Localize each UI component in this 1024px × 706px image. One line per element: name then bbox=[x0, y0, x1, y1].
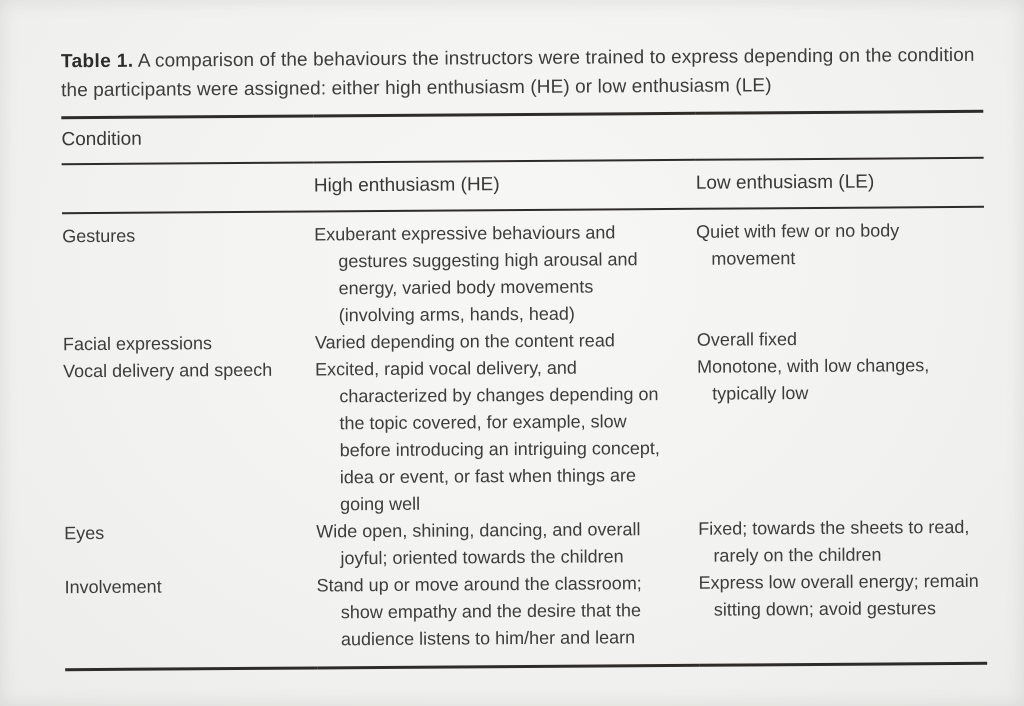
table-row bbox=[63, 352, 986, 520]
row-condition-label: Involvement bbox=[65, 572, 318, 669]
row-high-enthusiasm-text: Excited, rapid vocal delivery, and characterized by changes depending on the topic covered, for example, slow before introducing an intriguing concept, idea or event, or fast when things are going well bbox=[315, 357, 660, 515]
table-row bbox=[64, 514, 986, 574]
row-low-enthusiasm-text: Fixed; towards the sheets to read, rarely on the children bbox=[698, 516, 970, 566]
row-condition-label: Vocal delivery and speech bbox=[63, 359, 273, 382]
column-header-low-enthusiasm: Low enthusiasm (LE) bbox=[696, 158, 984, 209]
row-low-enthusiasm-text: Overall fixed bbox=[696, 329, 798, 350]
row-low-enthusiasm-text: Monotone, with low changes, typically low bbox=[697, 355, 930, 404]
row-condition-label: Eyes bbox=[64, 522, 105, 544]
condition-header: Condition bbox=[61, 111, 983, 164]
table-row bbox=[65, 568, 988, 670]
column-header-high-enthusiasm: High enthusiasm (HE) bbox=[314, 160, 696, 212]
row-high-enthusiasm-text: Exuberant expressive behaviours and gestures suggesting high arousal and energy, varied body movements (involving arms, hands, head) bbox=[314, 222, 638, 326]
row-low-enthusiasm-text: Express low overall energy; remain sitting down; avoid gestures bbox=[698, 568, 987, 666]
column-header-row bbox=[62, 158, 984, 213]
row-high-enthusiasm-text: Wide open, shining, dancing, and overall joyful; oriented towards the children bbox=[316, 519, 641, 569]
table-caption bbox=[61, 41, 983, 105]
row-condition-label: Facial expressions bbox=[62, 333, 213, 355]
condition-header-row bbox=[61, 111, 983, 164]
row-high-enthusiasm-text: Stand up or move around the classroom; show empathy and the desire that the audience listens to him/her and learn bbox=[317, 570, 700, 668]
table-caption-text: A comparison of the behaviours the instructors were trained to express depending on the condition the participants were assigned: either high enthusiasm (HE) or low enthusiasm (LE) bbox=[61, 44, 975, 102]
comparison-table bbox=[61, 110, 987, 671]
row-low-enthusiasm-text: Quiet with few or no body movement bbox=[696, 220, 900, 269]
column-header-empty bbox=[62, 162, 314, 213]
table-number-label: Table 1. bbox=[60, 50, 134, 73]
row-high-enthusiasm-text: Varied depending on the content read bbox=[314, 330, 615, 353]
scan-tilt-wrapper bbox=[61, 41, 987, 671]
table-row bbox=[62, 207, 985, 331]
row-condition-label: Gestures bbox=[62, 225, 136, 247]
